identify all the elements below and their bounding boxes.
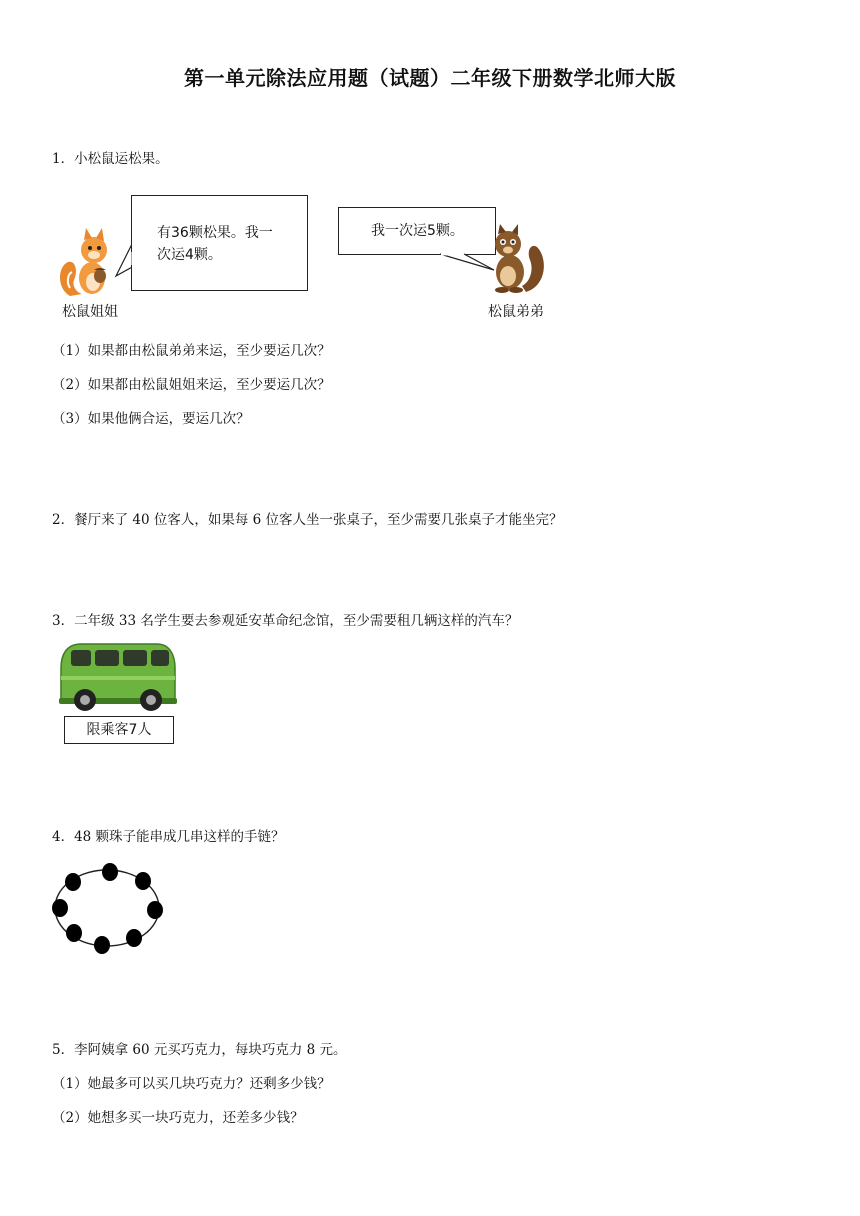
page-title: 第一单元除法应用题（试题）二年级下册数学北师大版: [184, 66, 676, 90]
squirrel-brother-illustration: [482, 220, 548, 296]
question-1-sub2: （2）如果都由松鼠姐姐来运，至少要运几次？: [52, 377, 331, 393]
question-5-sub2: （2）她想多买一块巧克力，还差多少钱？: [52, 1110, 304, 1126]
question-1-sub1: （1）如果都由松鼠弟弟来运，至少要运几次？: [52, 343, 331, 359]
speech-bubble-right: 我一次运5颗。: [338, 207, 496, 255]
question-1-sub3: （3）如果他俩合运，要运几次？: [52, 411, 250, 427]
question-2-stem: 2．餐厅来了 40 位客人，如果每 6 位客人坐一张桌子，至少需要几张桌子才能坐完？: [52, 512, 563, 528]
speech-bubble-tail-cover: [112, 194, 142, 284]
bracelet-illustration: [48, 860, 166, 956]
caption-squirrel-brother: 松鼠弟弟: [488, 304, 544, 320]
bead: [52, 899, 68, 917]
bead: [65, 873, 81, 891]
bead: [102, 863, 118, 881]
bead: [135, 872, 151, 890]
question-5-sub1: （1）她最多可以买几块巧克力？还剩多少钱？: [52, 1076, 331, 1092]
minivan-illustration: [57, 640, 179, 714]
speech-bubble-left-line1: 有36颗松果。我一: [157, 225, 273, 241]
question-3-stem: 3．二年级 33 名学生要去参观延安革命纪念馆，至少需要租几辆这样的汽车？: [52, 613, 519, 629]
bead: [94, 936, 110, 954]
speech-bubble-left: [131, 195, 308, 291]
question-5-stem: 5．李阿姨拿 60 元买巧克力，每块巧克力 8 元。: [52, 1042, 347, 1058]
bead: [147, 901, 163, 919]
question-4-stem: 4．48 颗珠子能串成几串这样的手链？: [52, 829, 285, 845]
caption-squirrel-sister: 松鼠姐姐: [62, 304, 118, 320]
bead: [126, 929, 142, 947]
question-1-stem: 1．小松鼠运松果。: [52, 151, 169, 167]
passenger-limit-sign: 限乘客7人: [64, 716, 174, 744]
bead: [66, 924, 82, 942]
speech-bubble-left-line2: 次运4颗。: [157, 247, 222, 263]
